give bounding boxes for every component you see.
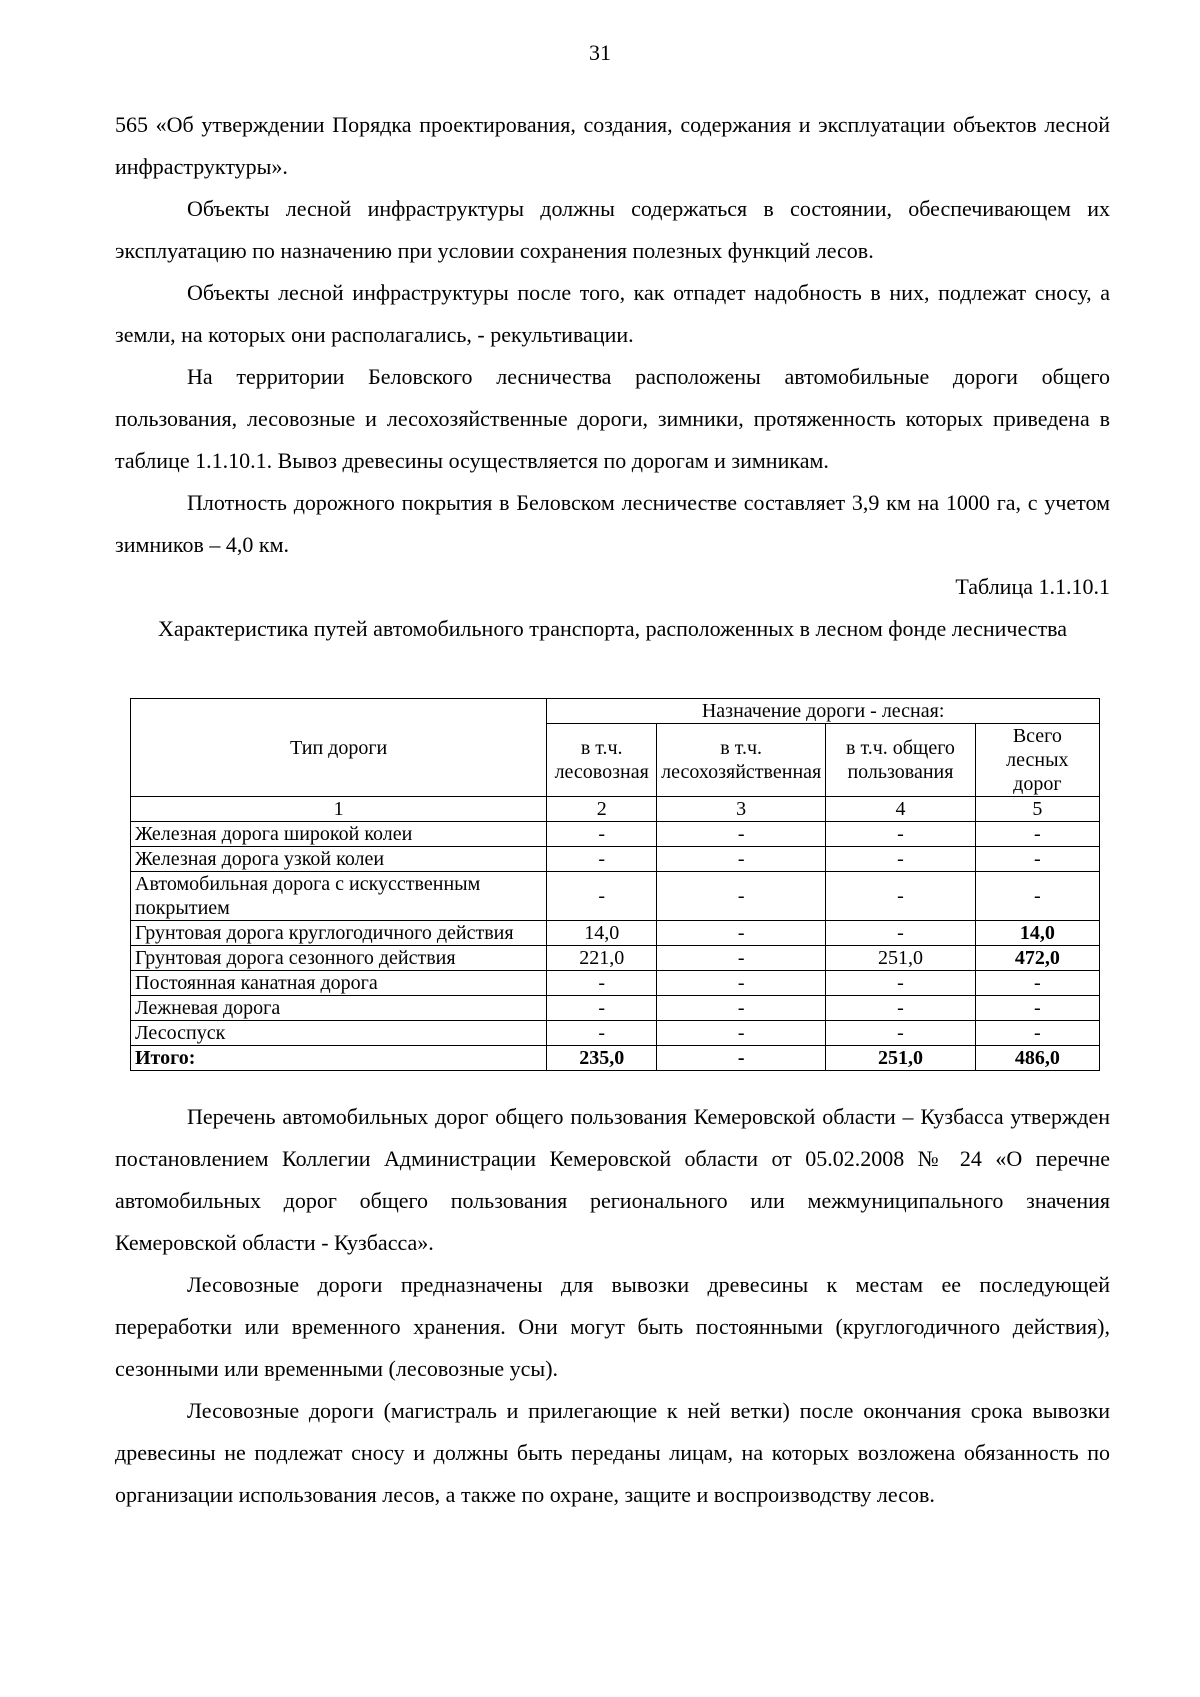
- cell: -: [657, 847, 826, 872]
- row-name: Лежневая дорога: [131, 996, 547, 1021]
- table-row: [131, 1021, 1100, 1046]
- cell: -: [826, 872, 976, 921]
- cell: -: [657, 946, 826, 971]
- cell: -: [547, 996, 657, 1021]
- cell: -: [975, 971, 1099, 996]
- cell: -: [657, 1021, 826, 1046]
- cell: -: [547, 872, 657, 921]
- paragraph-5: Плотность дорожного покрытия в Беловском лесничестве составляет 3,9 км на 1000 га, с учетом зимников – 4,0 км.: [115, 490, 1110, 557]
- cell: -: [975, 1021, 1099, 1046]
- total-cell: -: [657, 1046, 826, 1071]
- cell: 14,0: [547, 921, 657, 946]
- row-name: Железная дорога широкой колеи: [131, 822, 547, 847]
- table-row: [131, 996, 1100, 1021]
- paragraph-8: Лесовозные дороги (магистраль и прилегающие к ней ветки) после окончания срока вывозки древесины не подлежат сносу и должны быть переданы лицам, на которых возложена обязанность по организации использования лесов, а также по охране, защите и воспроизводству лесов.: [115, 1398, 1110, 1507]
- total-cell: 251,0: [826, 1046, 976, 1071]
- paragraph-1: 565 «Об утверждении Порядка проектирования, создания, содержания и эксплуатации объектов лесной инфраструктуры».: [115, 112, 1110, 179]
- col-number: 5: [975, 797, 1099, 822]
- row-name: Грунтовая дорога сезонного действия: [131, 946, 547, 971]
- col-number: 4: [826, 797, 976, 822]
- paragraph-4: На территории Беловского лесничества расположены автомобильные дороги общего пользования, лесовозные и лесохозяйственные дороги, зимники, протяженность которых приведена в таблице 1.1.10.1. Вывоз древесины осуществляется по дорогам и зимникам.: [115, 364, 1110, 473]
- header-road-type: Тип дороги: [131, 699, 547, 797]
- top-text-block: [115, 104, 1110, 650]
- table-title: Характеристика путей автомобильного транспорта, расположенных в лесном фонде лесничества: [157, 616, 1067, 641]
- paragraph-2: Объекты лесной инфраструктуры должны содержаться в состоянии, обеспечивающем их эксплуатацию по назначению при условии сохранения полезных функций лесов.: [115, 196, 1110, 263]
- bottom-text-block: [115, 1096, 1110, 1516]
- cell-total: 14,0: [975, 921, 1099, 946]
- paragraph-6: Перечень автомобильных дорог общего пользования Кемеровской области – Кузбасса утвержден постановлением Коллегии Администрации Кемеровской области от 05.02.2008 № 24 «О перечне автомобильных дорог общего пользования регионального или межмуниципального значения Кемеровской области - Кузбасса».: [115, 1104, 1110, 1255]
- header-col-2: в т.ч. лесовозная: [547, 724, 657, 797]
- table-row: [131, 971, 1100, 996]
- table-row: [131, 946, 1100, 971]
- roads-table: [130, 698, 1100, 1071]
- cell: -: [975, 996, 1099, 1021]
- col-number: 3: [657, 797, 826, 822]
- cell-total: 472,0: [975, 946, 1099, 971]
- row-name: Железная дорога узкой колеи: [131, 847, 547, 872]
- cell: -: [657, 872, 826, 921]
- page-number: 31: [589, 40, 611, 65]
- total-cell: 235,0: [547, 1046, 657, 1071]
- table-total-row: [131, 1046, 1100, 1071]
- cell: 221,0: [547, 946, 657, 971]
- cell: -: [657, 822, 826, 847]
- col-number: 1: [131, 797, 547, 822]
- cell: -: [547, 1021, 657, 1046]
- col-number: 2: [547, 797, 657, 822]
- cell: -: [975, 822, 1099, 847]
- header-group: Назначение дороги - лесная:: [547, 699, 1100, 724]
- cell: -: [547, 847, 657, 872]
- header-col-3: в т.ч. лесохозяйственная: [657, 724, 826, 797]
- cell: -: [826, 847, 976, 872]
- table-header-row: [131, 699, 1100, 724]
- cell: 251,0: [826, 946, 976, 971]
- table-row: [131, 921, 1100, 946]
- cell: -: [826, 971, 976, 996]
- table-row: [131, 872, 1100, 921]
- table-row: [131, 847, 1100, 872]
- cell: -: [975, 872, 1099, 921]
- cell: -: [826, 996, 976, 1021]
- total-cell: 486,0: [975, 1046, 1099, 1071]
- row-name: Автомобильная дорога с искусственным покрытием: [131, 872, 547, 921]
- cell: -: [826, 822, 976, 847]
- cell: -: [826, 1021, 976, 1046]
- paragraph-7: Лесовозные дороги предназначены для вывозки древесины к местам ее последующей переработки или временного хранения. Они могут быть постоянными (круглогодичного действия), сезонными или временными (лесовозные усы).: [115, 1272, 1110, 1381]
- cell: -: [547, 822, 657, 847]
- total-label: Итого:: [131, 1046, 547, 1071]
- table-number: Таблица 1.1.10.1: [955, 574, 1110, 599]
- row-name: Грунтовая дорога круглогодичного действия: [131, 921, 547, 946]
- header-col-4: в т.ч. общего пользования: [826, 724, 976, 797]
- column-number-row: [131, 797, 1100, 822]
- cell: -: [657, 921, 826, 946]
- cell: -: [657, 971, 826, 996]
- cell: -: [657, 996, 826, 1021]
- cell: -: [547, 971, 657, 996]
- cell: -: [826, 921, 976, 946]
- row-name: Постоянная канатная дорога: [131, 971, 547, 996]
- header-col-5: Всего лесных дорог: [975, 724, 1099, 797]
- paragraph-3: Объекты лесной инфраструктуры после того, как отпадет надобность в них, подлежат сносу, а земли, на которых они располагались, - рекультивации.: [115, 280, 1110, 347]
- cell: -: [975, 847, 1099, 872]
- row-name: Лесоспуск: [131, 1021, 547, 1046]
- table-row: [131, 822, 1100, 847]
